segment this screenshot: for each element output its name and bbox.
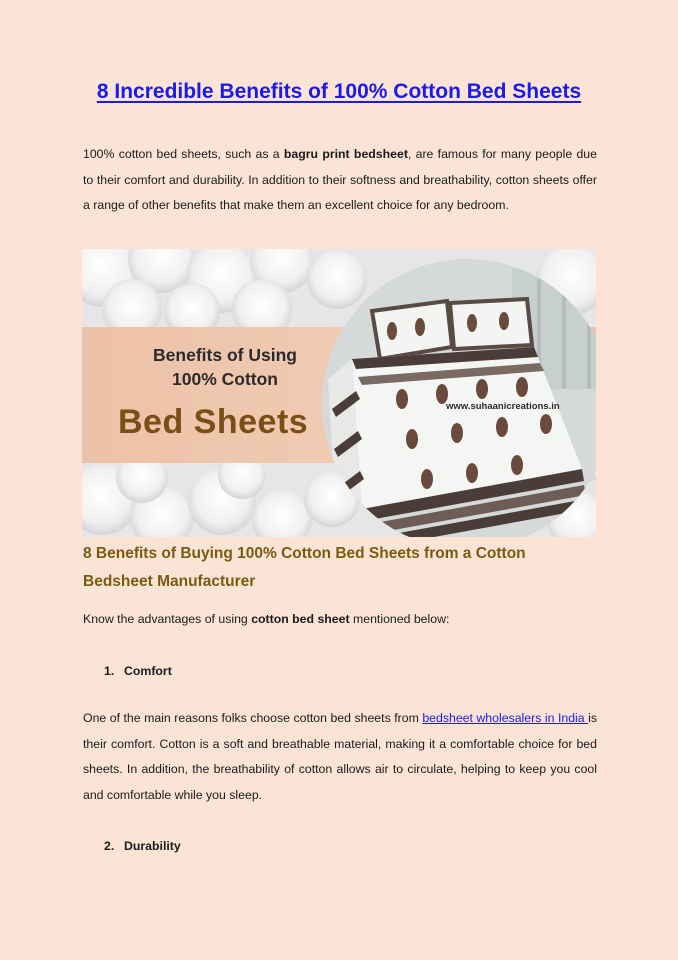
comfort-text-start: One of the main reasons folks choose cotton bed sheets from bbox=[83, 711, 423, 725]
list-number: 1. bbox=[104, 664, 115, 678]
comfort-text-end: is their comfort. Cotton is a soft and breathable material, making it a comfortable choice for bed sheets. In addition, the breathability of cotton allows air to circulate, helping to keep you cool and comfortable while you sleep. bbox=[83, 711, 598, 802]
list-label: Durability bbox=[124, 839, 181, 853]
hero-big-text: Bed Sheets bbox=[118, 403, 309, 441]
list-number: 2. bbox=[104, 839, 115, 853]
know-advantages-line bbox=[83, 612, 449, 626]
intro-bold-term: bagru print bedsheet bbox=[283, 147, 408, 161]
list-item-comfort bbox=[104, 664, 172, 678]
intro-text-end: , are famous for many people due to their comfort and durability. In addition to their softness and breathability, cotton sheets offer a range of other benefits that make them an excellent choice for any bedroom. bbox=[83, 147, 597, 212]
page-title[interactable]: 8 Incredible Benefits of 100% Cotton Bed Sheets bbox=[96, 80, 582, 103]
list-item-durability bbox=[104, 839, 181, 853]
section-heading: 8 Benefits of Buying 100% Cotton Bed Sheets from a Cotton Bedsheet Manufacturer bbox=[83, 545, 526, 590]
intro-text-start: 100% cotton bed sheets, such as a bbox=[83, 147, 284, 161]
hero-watermark: www.suhaanicreations.in bbox=[446, 401, 560, 412]
hero-line-2: 100% Cotton bbox=[172, 369, 278, 389]
comfort-paragraph bbox=[83, 706, 597, 808]
hero-image bbox=[82, 249, 596, 537]
hero-line-1: Benefits of Using bbox=[153, 345, 297, 365]
know-text-end: mentioned below: bbox=[349, 612, 450, 626]
wholesalers-link[interactable]: bedsheet wholesalers in India bbox=[422, 711, 589, 725]
intro-paragraph bbox=[83, 142, 597, 219]
know-bold-term: cotton bed sheet bbox=[251, 612, 350, 626]
know-text-start: Know the advantages of using bbox=[83, 612, 252, 626]
list-label: Comfort bbox=[124, 664, 172, 678]
